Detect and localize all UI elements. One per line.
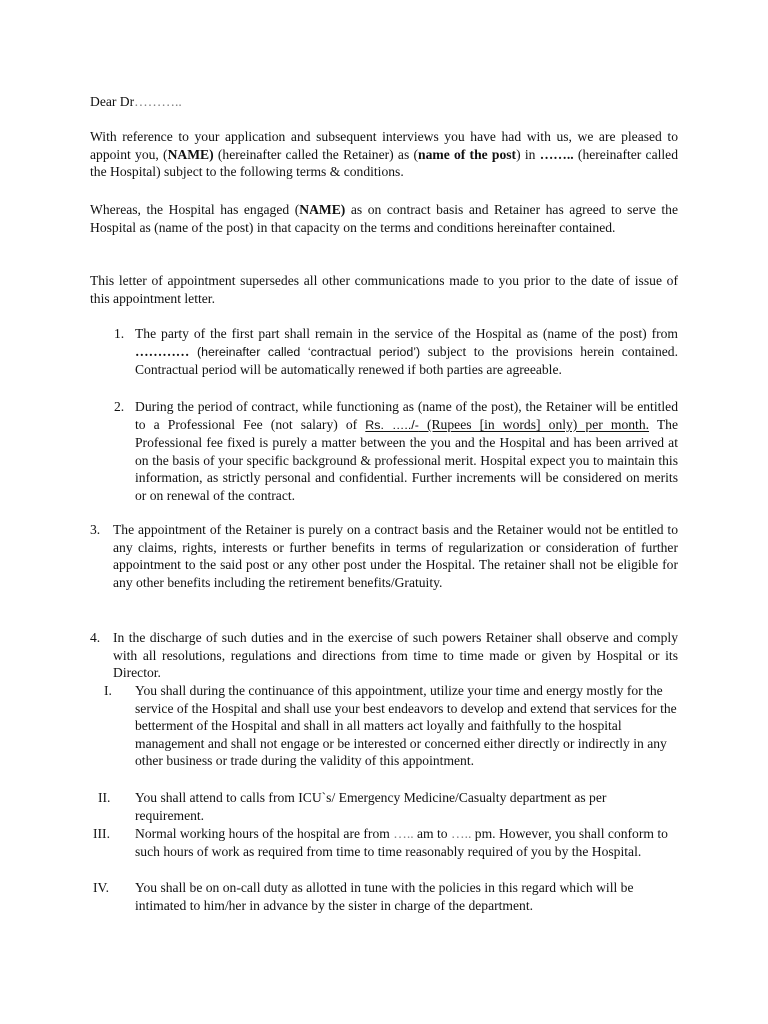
intro-paragraph (90, 128, 678, 181)
end-time-placeholder: ….. (451, 826, 472, 841)
salutation (90, 93, 678, 111)
clause-number: 1. (114, 326, 125, 341)
fee-amount-placeholder: Rs. …../- (365, 417, 419, 432)
whereas-text-b: as on contract basis and Retainer has agreed to serve the Hospital as (name of the post) in that capacity on the terms and conditions hereinafter contained. (90, 202, 678, 235)
hospital-placeholder: …….. (539, 146, 574, 162)
subclause-number: III. (93, 826, 110, 841)
subclause-number: IV. (93, 880, 109, 895)
start-time-placeholder: ….. (393, 826, 414, 841)
subclause-i: You shall during the continuance of this appointment, utilize your time and energy mostly for the service of the Hospital and shall use your best endeavors to develop and extend that services for the betterment of the Hospital and shall in all matters act loyally and faithfully to the hospital management and shall not engage or be interested or concerned either directly or indirectly in any other business or trade during the validity of this appointment. (135, 683, 677, 769)
intro-text-d: (hereinafter called the Hospital) subject to the following terms & conditions. (90, 146, 679, 180)
salutation-text: Dear Dr (90, 94, 135, 109)
salutation-dots: ……….. (134, 94, 182, 109)
subclause-number: I. (104, 683, 112, 698)
clause-3: The appointment of the Retainer is purely on a contract basis and the Retainer would not be entitled to any claims, rights, interests or further benefits in terms of regularization or consideration of further appointment to the said post or any other post under the Hospital. The retainer shall not be eligible for any other benefits including the retirement benefits/Gratuity. (113, 522, 678, 590)
clause-2-text-a: During the period of contract, while functioning as (name of the post), the Retainer will be entitled to a Professional Fee (not salary) of (135, 399, 678, 432)
intro-text-a: With reference to your application and subsequent interviews you have had with us, we are pleased to appoint you, ( (90, 129, 678, 162)
post-placeholder: name of the post (418, 146, 517, 162)
whereas-text-a: Whereas, the Hospital has engaged ( (90, 202, 300, 217)
hours-text-a: Normal working hours of the hospital are from (135, 826, 394, 841)
whereas-paragraph (90, 201, 678, 236)
clause-2 (135, 398, 678, 505)
clause-1-text-a: The party of the first part shall remain in the service of the Hospital as (name of the post) from (135, 326, 678, 341)
clause-number: 4. (90, 630, 101, 645)
fee-words-placeholder: (Rupees [in words] only) per month. (418, 416, 650, 432)
period-placeholder: ………… (135, 343, 190, 359)
subclause-iv: You shall be on on-call duty as allotted in tune with the policies in this regard which will be intimated to him/her in advance by the sister in charge of the department. (135, 880, 634, 913)
clause-number: 2. (114, 399, 125, 414)
subclause-number: II. (98, 790, 111, 805)
name-placeholder: NAME) (299, 202, 346, 217)
supersede-paragraph: This letter of appointment supersedes all other communications made to you prior to the date of issue of this appointment letter. (90, 273, 678, 306)
clause-1 (135, 325, 678, 379)
clause-2-text-b: The Professional fee fixed is purely a matter between the you and the Hospital and has been arrived at on the basis of your specific background & professional merit. Hospital expect you to maintain this information, as strictly personal and confidential. Further increments will be considered on merits or on renewal of the contract. (135, 416, 679, 503)
hours-text-c: pm. However, you shall conform to such hours of work as required from time to time reasonably required of you by the Hospital. (135, 826, 668, 859)
contractual-period-note: (hereinafter called ‘contractual period’) (189, 344, 421, 359)
clause-number: 3. (90, 522, 101, 537)
subclause-iii (135, 825, 678, 860)
subclause-ii: You shall attend to calls from ICU`s/ Emergency Medicine/Casualty department as per requirement. (135, 790, 607, 823)
name-placeholder: NAME) (167, 146, 214, 162)
intro-text-c: ) in (516, 146, 540, 162)
intro-text-b: (hereinafter called the Retainer) as ( (213, 146, 419, 162)
hours-text-b: am to (413, 826, 452, 841)
clause-4: In the discharge of such duties and in the exercise of such powers Retainer shall observe and comply with all resolutions, regulations and directions from time to time made or given by Hospital or its Director. (113, 630, 678, 681)
clause-1-text-b: subject to the provisions herein contained. Contractual period will be automatically renewed if both parties are agreeable. (135, 343, 678, 378)
